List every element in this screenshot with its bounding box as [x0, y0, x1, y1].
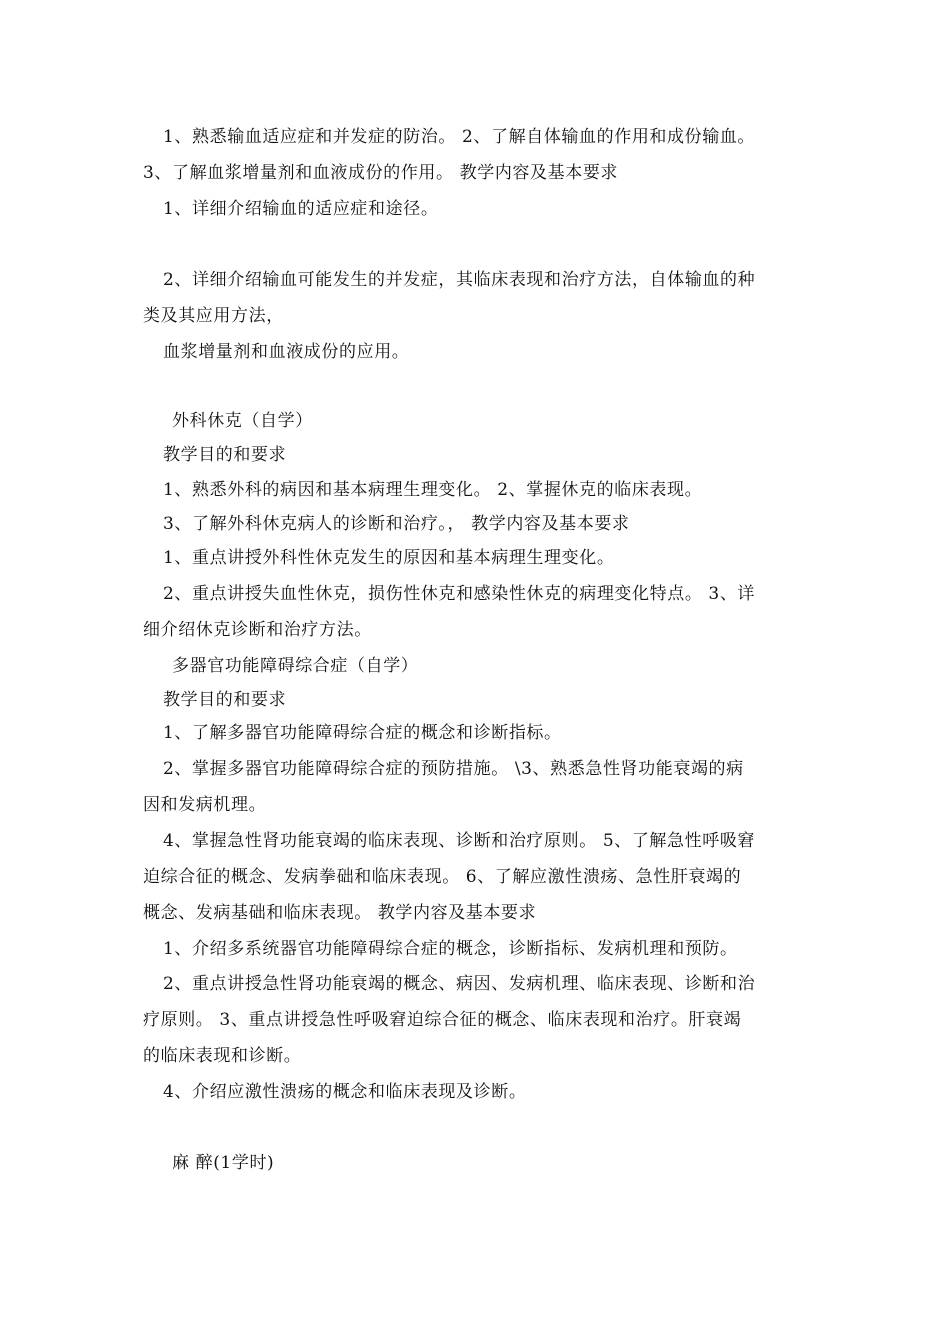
- paragraph-line: 类及其应用方法，: [143, 306, 284, 326]
- paragraph-line: 3、了解血浆增量剂和血液成份的作用。 教学内容及基本要求: [143, 163, 619, 183]
- paragraph-line: 4、掌握急性肾功能衰竭的临床表现、诊断和治疗原则。 5、了解急性呼吸窘: [163, 831, 756, 851]
- paragraph-line: 4、介绍应激性溃疡的概念和临床表现及诊断。: [163, 1082, 527, 1102]
- section-heading: 麻 醉(1学时): [172, 1153, 275, 1173]
- paragraph-line: 概念、发病基础和临床表现。 教学内容及基本要求: [143, 903, 537, 923]
- subsection-heading: 教学目的和要求: [163, 445, 287, 465]
- paragraph-line: 1、熟悉输血适应症和并发症的防治。 2、了解自体输血的作用和成份输血。: [163, 127, 756, 147]
- paragraph-line: 因和发病机理。: [143, 795, 267, 815]
- paragraph-line: 1、重点讲授外科性休克发生的原因和基本病理生理变化。: [163, 548, 615, 568]
- paragraph-line: 血浆增量剂和血液成份的应用。: [163, 342, 410, 362]
- paragraph-line: 的临床表现和诊断。: [143, 1046, 302, 1066]
- paragraph-line: 1、详细介绍输血的适应症和途径。: [163, 199, 439, 219]
- paragraph-line: 3、了解外科休克病人的诊断和治疗。， 教学内容及基本要求: [163, 514, 630, 534]
- section-heading: 多器官功能障碍综合症（自学）: [172, 656, 419, 676]
- paragraph-line: 疗原则。 3、重点讲授急性呼吸窘迫综合征的概念、临床表现和治疗。肝衰竭: [143, 1010, 742, 1030]
- paragraph-line: 1、介绍多系统器官功能障碍综合症的概念，诊断指标、发病机理和预防。: [163, 939, 738, 959]
- section-heading: 外科休克（自学）: [172, 411, 313, 431]
- paragraph-line: 2、重点讲授急性肾功能衰竭的概念、病因、发病机理、临床表现、诊断和治: [163, 974, 756, 994]
- paragraph-line: 1、了解多器官功能障碍综合症的概念和诊断指标。: [163, 723, 562, 743]
- paragraph-line: 细介绍休克诊断和治疗方法。: [143, 620, 372, 640]
- subsection-heading: 教学目的和要求: [163, 690, 287, 710]
- paragraph-line: 2、详细介绍输血可能发生的并发症，其临床表现和治疗方法，自体输血的种: [163, 270, 756, 290]
- paragraph-line: 1、熟悉外科的病因和基本病理生理变化。 2、掌握休克的临床表现。: [163, 480, 703, 500]
- paragraph-line: 2、掌握多器官功能障碍综合症的预防措施。 \3、熟悉急性肾功能衰竭的病: [163, 759, 744, 779]
- paragraph-line: 迫综合征的概念、发病拳础和临床表现。 6、了解应激性溃疡、急性肝衰竭的: [143, 867, 742, 887]
- paragraph-line: 2、重点讲授失血性休克，损伤性休克和感染性休克的病理变化特点。 3、详: [163, 584, 756, 604]
